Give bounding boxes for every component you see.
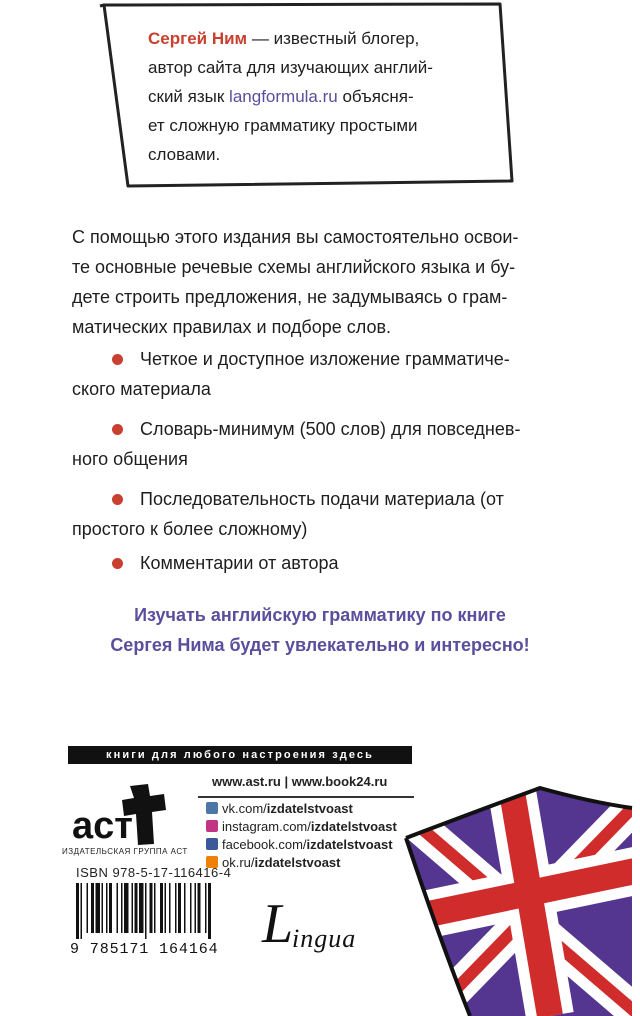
tagline: Изучать английскую грамматику по книге Сергея Нима будет увлекательно и интересно! bbox=[110, 605, 530, 655]
bullet-dot-icon bbox=[112, 354, 123, 365]
barcode-bar bbox=[175, 883, 177, 933]
isbn-number: ISBN 978-5-17-116416-4 bbox=[76, 865, 232, 880]
feature-bullet: Комментарии от автора bbox=[72, 548, 572, 578]
barcode-bar bbox=[121, 883, 123, 933]
barcode-bar bbox=[81, 883, 83, 939]
publisher-motto-bar: книги для любого настроения здесь bbox=[68, 746, 412, 764]
bullet-dot-icon bbox=[112, 558, 123, 569]
barcode-bar bbox=[96, 883, 101, 933]
social-link-vk[interactable]: vk.com/izdatelstvoast bbox=[206, 800, 353, 817]
feature-bullet: Словарь-минимум (500 слов) для повседнев- ного общения bbox=[72, 419, 521, 469]
barcode-bar bbox=[109, 883, 112, 933]
barcode-bar bbox=[195, 883, 197, 933]
barcode-bar bbox=[91, 883, 94, 933]
barcode-bar bbox=[145, 883, 147, 939]
intro-paragraph: С помощью этого издания вы самостоятельно освои- те основные речевые схемы английского языка и бу- дете строить предложения, не задумываясь о грам- матических правилах и подборе слов. bbox=[72, 227, 519, 337]
barcode-bar bbox=[169, 883, 171, 933]
barcode-bar bbox=[205, 883, 207, 933]
lingua-logo: ingua bbox=[292, 924, 357, 953]
barcode-bar bbox=[150, 883, 153, 933]
barcode-bar bbox=[198, 883, 201, 933]
instagram-icon bbox=[206, 820, 218, 832]
barcode-bar bbox=[124, 883, 129, 933]
barcode-bar bbox=[165, 883, 167, 933]
barcode-bar bbox=[106, 883, 108, 933]
social-link-ok[interactable]: ok.ru/izdatelstvoast bbox=[206, 854, 341, 871]
author-website-link[interactable]: langformula.ru bbox=[229, 87, 338, 106]
barcode-bar bbox=[154, 883, 156, 933]
bullet-dot-icon bbox=[112, 494, 123, 505]
barcode-bar bbox=[190, 883, 192, 933]
barcode bbox=[76, 883, 252, 939]
barcode-bar bbox=[117, 883, 119, 933]
social-link-instagram[interactable]: instagram.com/izdatelstvoast bbox=[206, 818, 397, 835]
barcode-digits: 9 785171 164164 bbox=[70, 941, 219, 958]
bullet-dot-icon bbox=[112, 424, 123, 435]
feature-bullet: Четкое и доступное изложение грамматиче- ского материала bbox=[72, 349, 510, 399]
lingua-logo-initial: L bbox=[262, 893, 294, 955]
barcode-bar bbox=[87, 883, 89, 933]
author-bio: Сергей Ним — известный блогер, автор сайта для изучающих англий- ский язык langformula.ru объясня- ет сложную грамматику простыми словами. bbox=[148, 29, 433, 164]
publisher-caption: ИЗДАТЕЛЬСКАЯ ГРУППА АСТ bbox=[62, 847, 188, 856]
publisher-logo bbox=[68, 782, 178, 848]
facebook-icon bbox=[206, 838, 218, 850]
barcode-bar bbox=[76, 883, 79, 939]
social-link-facebook[interactable]: facebook.com/izdatelstvoast bbox=[206, 836, 393, 853]
barcode-bar bbox=[178, 883, 181, 933]
union-jack-flag-icon bbox=[400, 780, 640, 1016]
publisher-logo-text: аст bbox=[72, 805, 133, 847]
barcode-bar bbox=[160, 883, 163, 933]
website-links[interactable]: www.ast.ru | www.book24.ru bbox=[212, 774, 388, 789]
vk-icon bbox=[206, 802, 218, 814]
barcode-bar bbox=[208, 883, 211, 939]
feature-bullet: Последовательность подачи материала (от простого к более сложному) bbox=[72, 489, 504, 539]
author-name: Сергей Ним bbox=[148, 29, 248, 48]
barcode-bar bbox=[132, 883, 134, 933]
divider bbox=[198, 796, 414, 798]
barcode-bar bbox=[102, 883, 104, 933]
barcode-bar bbox=[135, 883, 138, 933]
barcode-bar bbox=[139, 883, 144, 933]
barcode-bar bbox=[184, 883, 186, 933]
